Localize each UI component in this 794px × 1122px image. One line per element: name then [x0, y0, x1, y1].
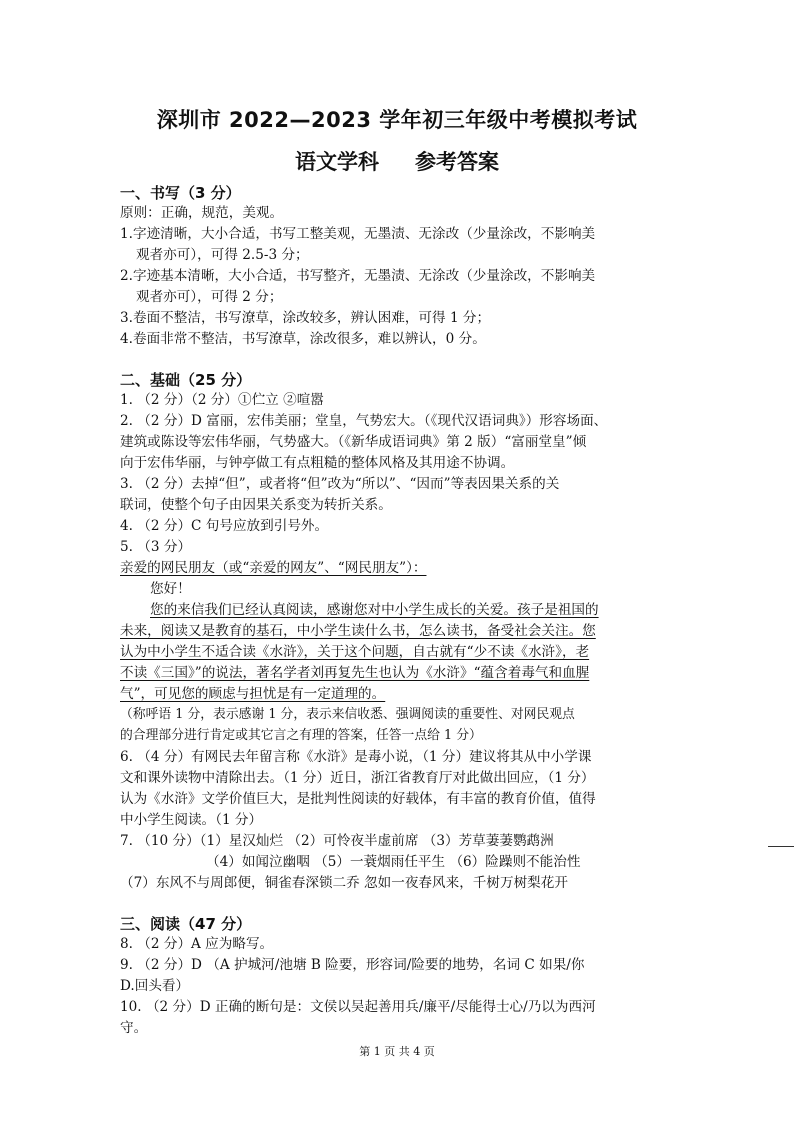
text-line: 文和课外读物中清除出去。（1 分）近日，浙江省教育厅对此做出回应，（1 分） — [120, 770, 595, 786]
margin-rule — [768, 846, 794, 847]
text-line: 4.卷面非常不整洁，书写潦草，涂改很多，难以辨认，0 分。 — [120, 331, 486, 347]
text-line: 观者亦可），可得 2 分； — [136, 289, 283, 305]
page-number-footer: 第 1 页 共 4 页 — [359, 1045, 435, 1058]
text-line: 8. （2 分）A 应为略写。 — [120, 936, 274, 952]
text-line: 中小学生阅读。（1 分） — [120, 812, 263, 828]
scoring-note: （称呼语 1 分，表示感谢 1 分，表示来信收悉、强调阅读的重要性、对网民观点 — [120, 707, 575, 722]
text-line: 2.字迹基本清晰，大小合适，书写整齐，无墨渍、无涂改（少量涂改，不影响美 — [120, 268, 596, 284]
text-line: 7. （10 分）（1）星汉灿烂 （2）可怜夜半虚前席 （3）芳草萋萋鹦鹉洲 — [120, 833, 554, 849]
scoring-note: 的合理部分进行肯定或其它言之有理的答案，任答一点给 1 分） — [120, 728, 482, 743]
text-line: D.回头看） — [120, 978, 190, 994]
letter-salutation: 亲爱的网民朋友（或“亲爱的网友”、“网民朋友”）： — [120, 560, 427, 576]
text-line: 1. （2 分）（2 分）①伫立 ②喧嚣 — [120, 392, 324, 408]
letter-body-line: 未来，阅读又是教育的基石，中小学生读什么书，怎么读书，备受社会关注。您 — [120, 623, 596, 639]
text-line: 6. （4 分）有网民去年留言称《水浒》是毒小说，（1 分）建议将其从中小学课 — [120, 749, 592, 765]
letter-body-line: 认为中小学生不适合读《水浒》，关于这个问题，自古就有“少不读《水浒》，老 — [120, 644, 590, 660]
text-line: 10. （2 分）D 正确的断句是：文侯以吴起善用兵/廉平/尽能得士心/乃以为西河 — [120, 999, 596, 1015]
text-line: 向于宏伟华丽，与钟亭做工有点粗糙的整体风格及其用途不协调。 — [120, 455, 515, 471]
text-line: 原则：正确，规范，美观。 — [120, 205, 284, 221]
section-heading-reading: 三、阅读（47 分） — [120, 915, 252, 933]
text-line: 2. （2 分）D 富丽，宏伟美丽；堂皇，气势宏大。（《现代汉语词典》）形容场面、 — [120, 413, 608, 429]
letter-body-line: 气”，可见您的顾虑与担忧是有一定道理的。 — [120, 686, 386, 702]
text-line: 3. （2 分）去掉“但”，或者将“但”改为“所以”、“因而”等表因果关系的关 — [120, 476, 560, 492]
text-line: 5. （3 分） — [120, 539, 192, 555]
answer-key-label: 参考答案 — [415, 150, 499, 174]
document-subtitle — [0, 146, 794, 176]
document-title: 深圳市 2022—2023 学年初三年级中考模拟考试 — [156, 108, 638, 132]
text-line: 3.卷面不整洁，书写潦草，涂改较多，辨认困难，可得 1 分； — [120, 310, 491, 326]
subject-label: 语文学科 — [295, 150, 379, 174]
text-line: 认为《水浒》文学价值巨大，是批判性阅读的好载体，有丰富的教育价值，值得 — [120, 791, 596, 807]
text-line: 9. （2 分）D （A 护城河/池塘 B 险要，形容词/险要的地势，名词 C 如果/你 — [120, 957, 585, 973]
text-line: 守。 — [120, 1020, 148, 1036]
text-line: （4）如闻泣幽咽 （5）一蓑烟雨任平生 （6）险躁则不能治性 — [206, 854, 581, 870]
letter-body-line: 您的来信我们已经认真阅读，感谢您对中小学生成长的关爱。孩子是祖国的 — [150, 602, 599, 618]
text-line: 联词，使整个句子由因果关系变为转折关系。 — [120, 497, 392, 513]
section-heading-basics: 二、基础（25 分） — [120, 371, 252, 389]
letter-body-line: 不读《三国》”的说法，著名学者刘再复先生也认为《水浒》“蕴含着毒气和血腥 — [120, 665, 590, 681]
text-line: （7）东风不与周郎便，铜雀春深锁二乔 忽如一夜春风来，千树万树梨花开 — [120, 875, 568, 891]
text-line: 观者亦可），可得 2.5-3 分； — [136, 247, 309, 263]
section-heading-writing: 一、书写（3 分） — [120, 184, 241, 202]
text-line: 1.字迹清晰，大小合适，书写工整美观，无墨渍、无涂改（少量涂改，不影响美 — [120, 226, 596, 242]
letter-greeting: 您好！ — [150, 581, 191, 597]
text-line: 4. （2 分）C 句号应放到引号外。 — [120, 518, 329, 534]
text-line: 建筑或陈设等宏伟华丽，气势盛大。（《新华成语词典》第 2 版）“富丽堂皇”倾 — [120, 434, 587, 450]
